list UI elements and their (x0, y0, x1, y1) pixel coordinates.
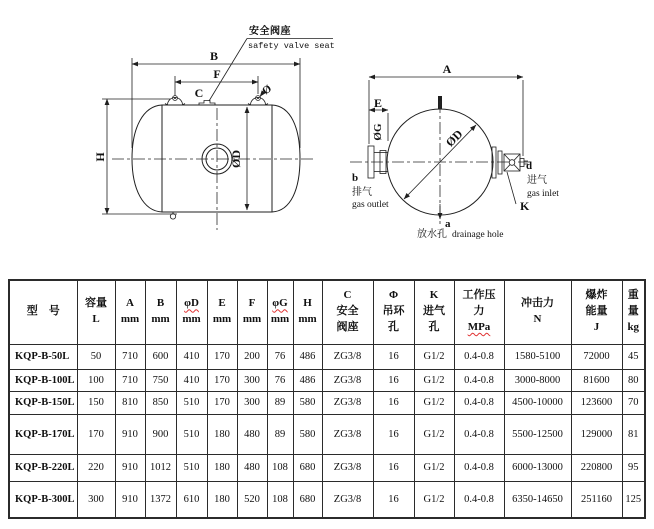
value-cell: 580 (293, 391, 322, 414)
column-header-line: 吊环 (382, 305, 405, 318)
value-cell: 95 (622, 454, 645, 481)
table-row (9, 344, 645, 369)
port-label-d: d (526, 160, 533, 172)
value-cell: 123600 (571, 391, 622, 414)
value-cell: 1372 (145, 481, 176, 518)
value-cell: 910 (115, 481, 145, 518)
value-cell: 850 (145, 391, 176, 414)
value-cell: 710 (115, 369, 145, 391)
column-header (145, 280, 176, 344)
value-cell: ZG3/8 (322, 391, 373, 414)
column-header-line: A (126, 297, 134, 310)
column-header-line: mm (182, 313, 201, 326)
column-header-line: 能量 (585, 305, 608, 318)
value-cell: 3000-8000 (504, 369, 571, 391)
dim-label-f: F (213, 67, 221, 81)
value-cell: 0.4-0.8 (454, 414, 504, 454)
column-header-line: 重 (627, 289, 639, 302)
value-cell: 0.4-0.8 (454, 391, 504, 414)
value-cell: 4500-10000 (504, 391, 571, 414)
value-cell: 510 (176, 454, 207, 481)
column-header (373, 280, 414, 344)
value-cell: 72000 (571, 344, 622, 369)
dim-label-h: H (93, 152, 107, 162)
outlet-label-en: gas outlet (352, 200, 389, 210)
value-cell: 710 (115, 344, 145, 369)
column-header (571, 280, 622, 344)
value-cell: 100 (77, 369, 115, 391)
value-cell: ZG3/8 (322, 454, 373, 481)
inlet-label-en: gas inlet (527, 189, 559, 199)
value-cell: 1580-5100 (504, 344, 571, 369)
callout-cn: 安全阀座 (249, 26, 291, 37)
column-header-line: Φ (388, 289, 399, 302)
value-cell: 5500-12500 (504, 414, 571, 454)
value-cell: 50 (77, 344, 115, 369)
value-cell: 16 (373, 391, 414, 414)
value-cell: 125 (622, 481, 645, 518)
value-cell: 900 (145, 414, 176, 454)
value-cell: G1/2 (414, 391, 454, 414)
value-cell: 108 (267, 454, 293, 481)
tank-outline (132, 105, 300, 212)
value-cell: 6000-13000 (504, 454, 571, 481)
table-row (9, 369, 645, 391)
column-header (504, 280, 571, 344)
drain-fitting (170, 212, 175, 219)
model-cell: KQP-B-150L (9, 391, 77, 414)
safety-valve-callout (209, 24, 335, 101)
inlet-label-cn: 进气 (527, 175, 547, 186)
end-view-drawing (350, 62, 559, 240)
table-row (9, 481, 645, 518)
value-cell: 600 (145, 344, 176, 369)
value-cell: 76 (267, 369, 293, 391)
value-cell: 300 (77, 481, 115, 518)
dim-label-a: A (442, 62, 452, 76)
table-row (9, 454, 645, 481)
dim-label-c: C (194, 86, 204, 100)
column-header (293, 280, 322, 344)
value-cell: 81 (622, 414, 645, 454)
value-cell: 170 (77, 414, 115, 454)
column-header-line: N (533, 313, 542, 326)
value-cell: 300 (237, 391, 267, 414)
value-cell: 16 (373, 369, 414, 391)
value-cell: 680 (293, 481, 322, 518)
column-header-line: mm (120, 313, 140, 326)
value-cell: 810 (115, 391, 145, 414)
value-cell: G1/2 (414, 481, 454, 518)
column-header (176, 280, 207, 344)
value-cell: 76 (267, 344, 293, 369)
column-header-line: 冲击力 (521, 297, 554, 310)
value-cell: 80 (622, 369, 645, 391)
column-header-line: B (156, 297, 165, 310)
value-cell: 510 (176, 391, 207, 414)
value-cell: 45 (622, 344, 645, 369)
column-header-line: 孔 (388, 321, 399, 334)
column-header-line: kg (627, 321, 640, 334)
column-header-line: 量 (627, 305, 639, 318)
model-cell: KQP-B-300L (9, 481, 77, 518)
value-cell: G1/2 (414, 414, 454, 454)
value-cell: 480 (237, 414, 267, 454)
value-cell: 910 (115, 414, 145, 454)
value-cell: 580 (293, 414, 322, 454)
column-header (622, 280, 645, 344)
column-header (454, 280, 504, 344)
drain-label-cn: 放水孔 (417, 229, 447, 240)
dim-label-phi-d: ØD (442, 126, 466, 150)
value-cell: 1012 (145, 454, 176, 481)
column-header-line: 进气 (423, 305, 445, 318)
column-header-line: H (303, 297, 312, 310)
column-header-line: 爆炸 (585, 289, 608, 302)
value-cell: 486 (293, 369, 322, 391)
table-row (9, 391, 645, 414)
column-header-line: C (343, 289, 352, 302)
value-cell: G1/2 (414, 344, 454, 369)
value-cell: 480 (237, 454, 267, 481)
column-header-line: mm (212, 313, 232, 326)
lifting-lug-left (165, 96, 185, 105)
column-header-line: K (429, 289, 439, 302)
column-header-line: F (248, 297, 256, 310)
value-cell: 910 (115, 454, 145, 481)
value-cell: 251160 (571, 481, 622, 518)
value-cell: 170 (207, 391, 237, 414)
value-cell: 170 (207, 344, 237, 369)
dim-label-phi-g: ØG (372, 123, 384, 141)
dim-label-k: K (520, 199, 530, 213)
column-header-line: L (92, 313, 100, 326)
callout-en: safety valve seat (248, 41, 335, 51)
column-header (237, 280, 267, 344)
spec-table (8, 279, 646, 519)
value-cell: 89 (267, 414, 293, 454)
column-header (322, 280, 373, 344)
column-header (9, 280, 77, 344)
value-cell: 750 (145, 369, 176, 391)
column-header-line: J (593, 321, 600, 334)
column-header-line: mm (151, 313, 170, 326)
value-cell: 410 (176, 369, 207, 391)
value-cell: 16 (373, 481, 414, 518)
dim-label-phi: Ø (260, 82, 274, 98)
column-header-line: 安全 (336, 305, 359, 318)
side-view-drawing (93, 24, 335, 230)
value-cell: 180 (207, 454, 237, 481)
value-cell: 150 (77, 391, 115, 414)
value-cell: 89 (267, 391, 293, 414)
value-cell: 220 (77, 454, 115, 481)
value-cell: 410 (176, 344, 207, 369)
value-cell: 300 (237, 369, 267, 391)
column-header-line: MPa (467, 321, 491, 334)
column-header-line: φG (272, 297, 288, 310)
value-cell: G1/2 (414, 369, 454, 391)
value-cell: 200 (237, 344, 267, 369)
value-cell: 220800 (571, 454, 622, 481)
value-cell: 16 (373, 454, 414, 481)
column-header-line: φD (184, 297, 199, 310)
column-header-line: E (218, 297, 226, 310)
model-cell: KQP-B-170L (9, 414, 77, 454)
column-header-line: 容量 (85, 297, 107, 310)
port-label-a: a (445, 218, 451, 230)
value-cell: 129000 (571, 414, 622, 454)
value-cell: 486 (293, 344, 322, 369)
value-cell: 70 (622, 391, 645, 414)
value-cell: 180 (207, 414, 237, 454)
header-row (9, 280, 645, 344)
value-cell: 610 (176, 481, 207, 518)
column-header-line: 工作压 (462, 289, 496, 302)
column-header-line: mm (298, 313, 317, 326)
value-cell: 170 (207, 369, 237, 391)
drain-label-en: drainage hole (452, 230, 504, 240)
column-header-line: mm (270, 313, 290, 326)
value-cell: 680 (293, 454, 322, 481)
dim-label-e: E (373, 96, 383, 110)
column-header-line: mm (242, 313, 262, 326)
column-header-line: 型 号 (26, 305, 60, 318)
lifting-lug-right (248, 96, 268, 105)
value-cell: 180 (207, 481, 237, 518)
value-cell: 510 (176, 414, 207, 454)
column-header (267, 280, 293, 344)
column-header (414, 280, 454, 344)
model-cell: KQP-B-220L (9, 454, 77, 481)
model-cell: KQP-B-100L (9, 369, 77, 391)
value-cell: ZG3/8 (322, 481, 373, 518)
column-header-line: 孔 (428, 321, 440, 334)
model-cell: KQP-B-50L (9, 344, 77, 369)
column-header (77, 280, 115, 344)
value-cell: ZG3/8 (322, 369, 373, 391)
value-cell: ZG3/8 (322, 414, 373, 454)
dim-label-phi-d: ØD (229, 150, 243, 168)
value-cell: 81600 (571, 369, 622, 391)
column-header (207, 280, 237, 344)
column-header-line: 阀座 (336, 321, 359, 334)
column-header-line: 力 (473, 305, 485, 318)
value-cell: 16 (373, 414, 414, 454)
table-row (9, 414, 645, 454)
safety-valve-seat (199, 101, 215, 106)
value-cell: 0.4-0.8 (454, 369, 504, 391)
value-cell: 0.4-0.8 (454, 481, 504, 518)
value-cell: 520 (237, 481, 267, 518)
spec-table-wrap (8, 279, 646, 519)
value-cell: 6350-14650 (504, 481, 571, 518)
value-cell: ZG3/8 (322, 344, 373, 369)
value-cell: 0.4-0.8 (454, 454, 504, 481)
value-cell: 16 (373, 344, 414, 369)
outlet-label-cn: 排气 (352, 187, 372, 198)
dim-label-b: B (209, 49, 219, 63)
value-cell: G1/2 (414, 454, 454, 481)
value-cell: 108 (267, 481, 293, 518)
value-cell: 0.4-0.8 (454, 344, 504, 369)
port-label-b: b (352, 172, 359, 184)
column-header (115, 280, 145, 344)
